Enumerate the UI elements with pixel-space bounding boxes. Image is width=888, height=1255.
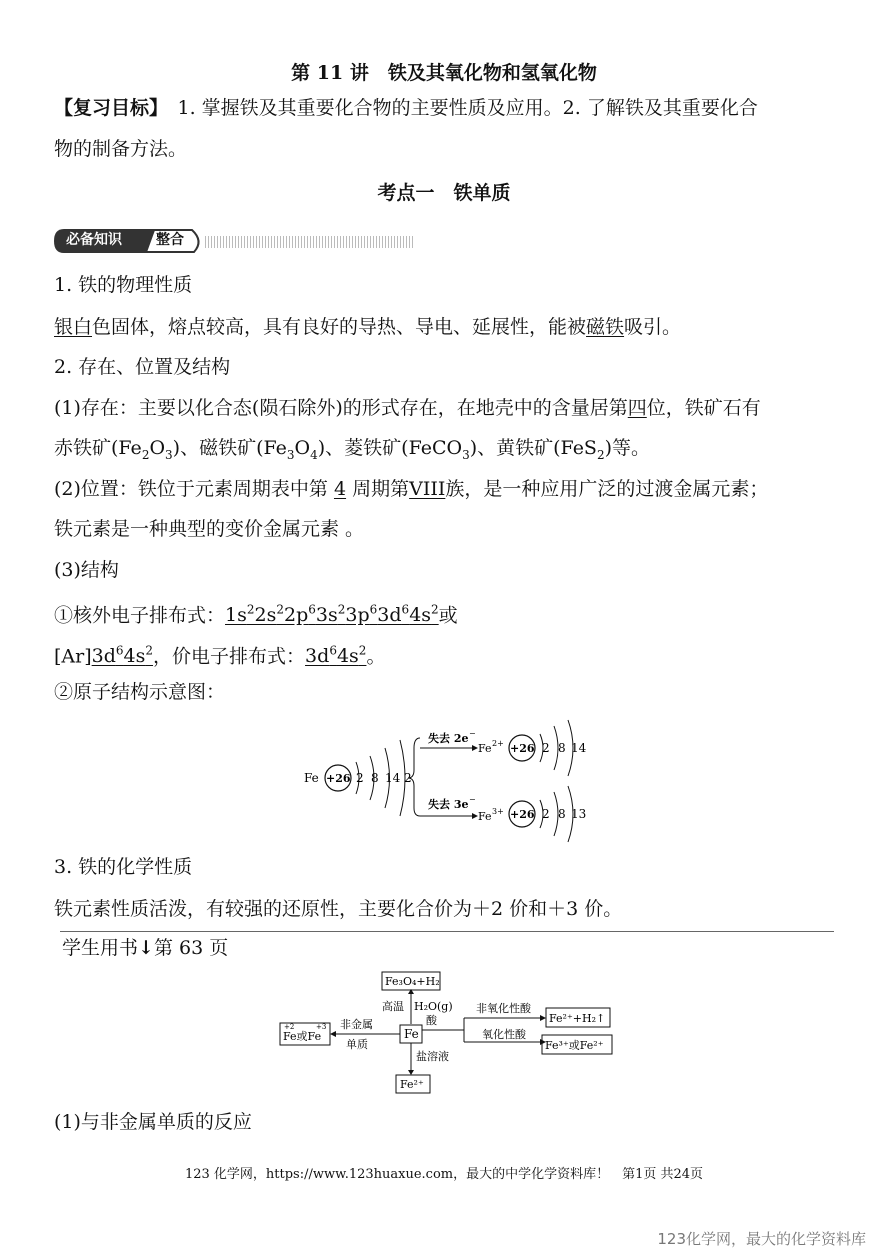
- section-title: 考点一 铁单质: [377, 182, 511, 204]
- react-ox2: +2: [284, 1023, 295, 1031]
- watermark: 123化学网，最大的化学资料库: [657, 1230, 866, 1248]
- react-high: 高温: [382, 1000, 404, 1013]
- react-acid: 酸: [426, 1014, 437, 1027]
- fe3-shell-1: 2: [542, 807, 550, 821]
- react-salt: 盐溶液: [416, 1050, 449, 1063]
- fe3-shell-3: 13: [571, 807, 587, 821]
- s2-electron-config: ①核外电子排布式：$1s^22s^22p^63s^23p^63d^64s^2$或: [54, 603, 458, 627]
- atom-shell-2: 8: [371, 771, 379, 785]
- s1-text: 银白色固体，熔点较高，具有良好的导热、导电、延展性，能被磁铁吸引。: [54, 316, 682, 338]
- student-book-ref: 学生用书↓第 63 页: [62, 937, 229, 959]
- page-footer: 123 化学网，https://www.123huaxue.com，最大的中学化学资料库！ 第1页 共24页: [184, 1167, 704, 1182]
- lecture-title: 第 11 讲 铁及其氧化物和氢氧化物: [291, 62, 597, 84]
- reaction-diagram: [278, 968, 618, 1096]
- atom-fe3: Fe: [478, 810, 492, 823]
- react-h2o: H₂O(g): [414, 1000, 453, 1013]
- divider: [60, 931, 834, 932]
- down-arrow-icon: ↓: [138, 937, 154, 959]
- svg-text:3+: 3+: [492, 807, 504, 816]
- fe3-shell-2: 8: [558, 807, 566, 821]
- s2-existence: (1)存在：主要以化合态(陨石除外)的形式存在，在地壳中的含量居第四位，铁矿石有: [54, 397, 761, 419]
- badge-left: 必备知识: [66, 232, 122, 248]
- svg-text:+26: +26: [510, 808, 535, 821]
- atom-fe-label: Fe: [304, 771, 319, 785]
- fe2-shell-3: 14: [571, 741, 587, 755]
- atom-lose3: 失去 3e: [428, 798, 469, 811]
- s3-text: 铁元素性质活泼，有较强的还原性，主要化合价为＋2 价和＋3 价。: [54, 898, 623, 920]
- react-ox3: +3: [316, 1023, 327, 1031]
- s4-heading: (1)与非金属单质的反应: [54, 1111, 252, 1133]
- svg-text:−: −: [469, 729, 476, 738]
- react-nm1: 非金属: [340, 1018, 373, 1031]
- react-nonox: 非氧化性酸: [476, 1002, 531, 1015]
- react-top: Fe₃O₄+H₂: [385, 975, 440, 988]
- atom-lose2: 失去 2e: [428, 732, 469, 745]
- svg-text:2+: 2+: [492, 739, 504, 748]
- svg-text:−: −: [469, 795, 476, 804]
- s2-diagram-label: ②原子结构示意图：: [54, 681, 226, 703]
- s2-valence-config: $[Ar]3d^64s^2$，价电子排布式：$3d^64s^2$。: [54, 644, 386, 668]
- atom-shell-1: 2: [356, 771, 364, 785]
- atom-shell-4: 2: [404, 771, 412, 785]
- review-label: 【复习目标】: [54, 97, 159, 119]
- badge-stripes: [205, 236, 415, 248]
- s2-position: (2)位置：铁位于元素周期表中第 4 周期第VIII族，是一种应用广泛的过渡金属元素；: [54, 478, 769, 500]
- badge-right: 整合: [156, 232, 184, 248]
- review-goals-line2: 物的制备方法。: [54, 138, 188, 160]
- atom-structure-diagram: [296, 716, 596, 844]
- fe2-shell-1: 2: [542, 741, 550, 755]
- s2-variable-valence: 铁元素是一种典型的变价金属元素 。: [54, 518, 365, 540]
- atom-shell-3: 14: [385, 771, 401, 785]
- react-ox: 氧化性酸: [482, 1028, 526, 1041]
- review-text: 1. 掌握铁及其重要化合物的主要性质及应用。2. 了解铁及其重要化合: [158, 97, 758, 119]
- react-r2: Fe³⁺或Fe²⁺: [545, 1039, 604, 1052]
- s2-ores: 赤铁矿$(Fe_2O_3)$、磁铁矿$(Fe_3O_4)$、菱铁矿(FeCO$_3$)、黄铁矿(FeS$_2$)等。: [54, 437, 651, 462]
- react-left: Fe或Fe: [283, 1030, 322, 1043]
- react-fe: Fe: [404, 1027, 419, 1041]
- react-bottom: Fe²⁺: [400, 1078, 424, 1091]
- s1-heading: 1. 铁的物理性质: [54, 274, 193, 296]
- svg-text:+26: +26: [510, 742, 535, 755]
- react-r1: Fe²⁺+H₂↑: [549, 1012, 606, 1025]
- review-goals-line1: [54, 95, 758, 121]
- react-nm2: 单质: [346, 1038, 368, 1051]
- s2-heading: 2. 存在、位置及结构: [54, 356, 231, 378]
- atom-nucleus-label: +26: [326, 772, 351, 785]
- fe2-shell-2: 8: [558, 741, 566, 755]
- atom-fe2: Fe: [478, 742, 492, 755]
- s3-heading: 3. 铁的化学性质: [54, 856, 193, 878]
- s2-structure: (3)结构: [54, 559, 119, 581]
